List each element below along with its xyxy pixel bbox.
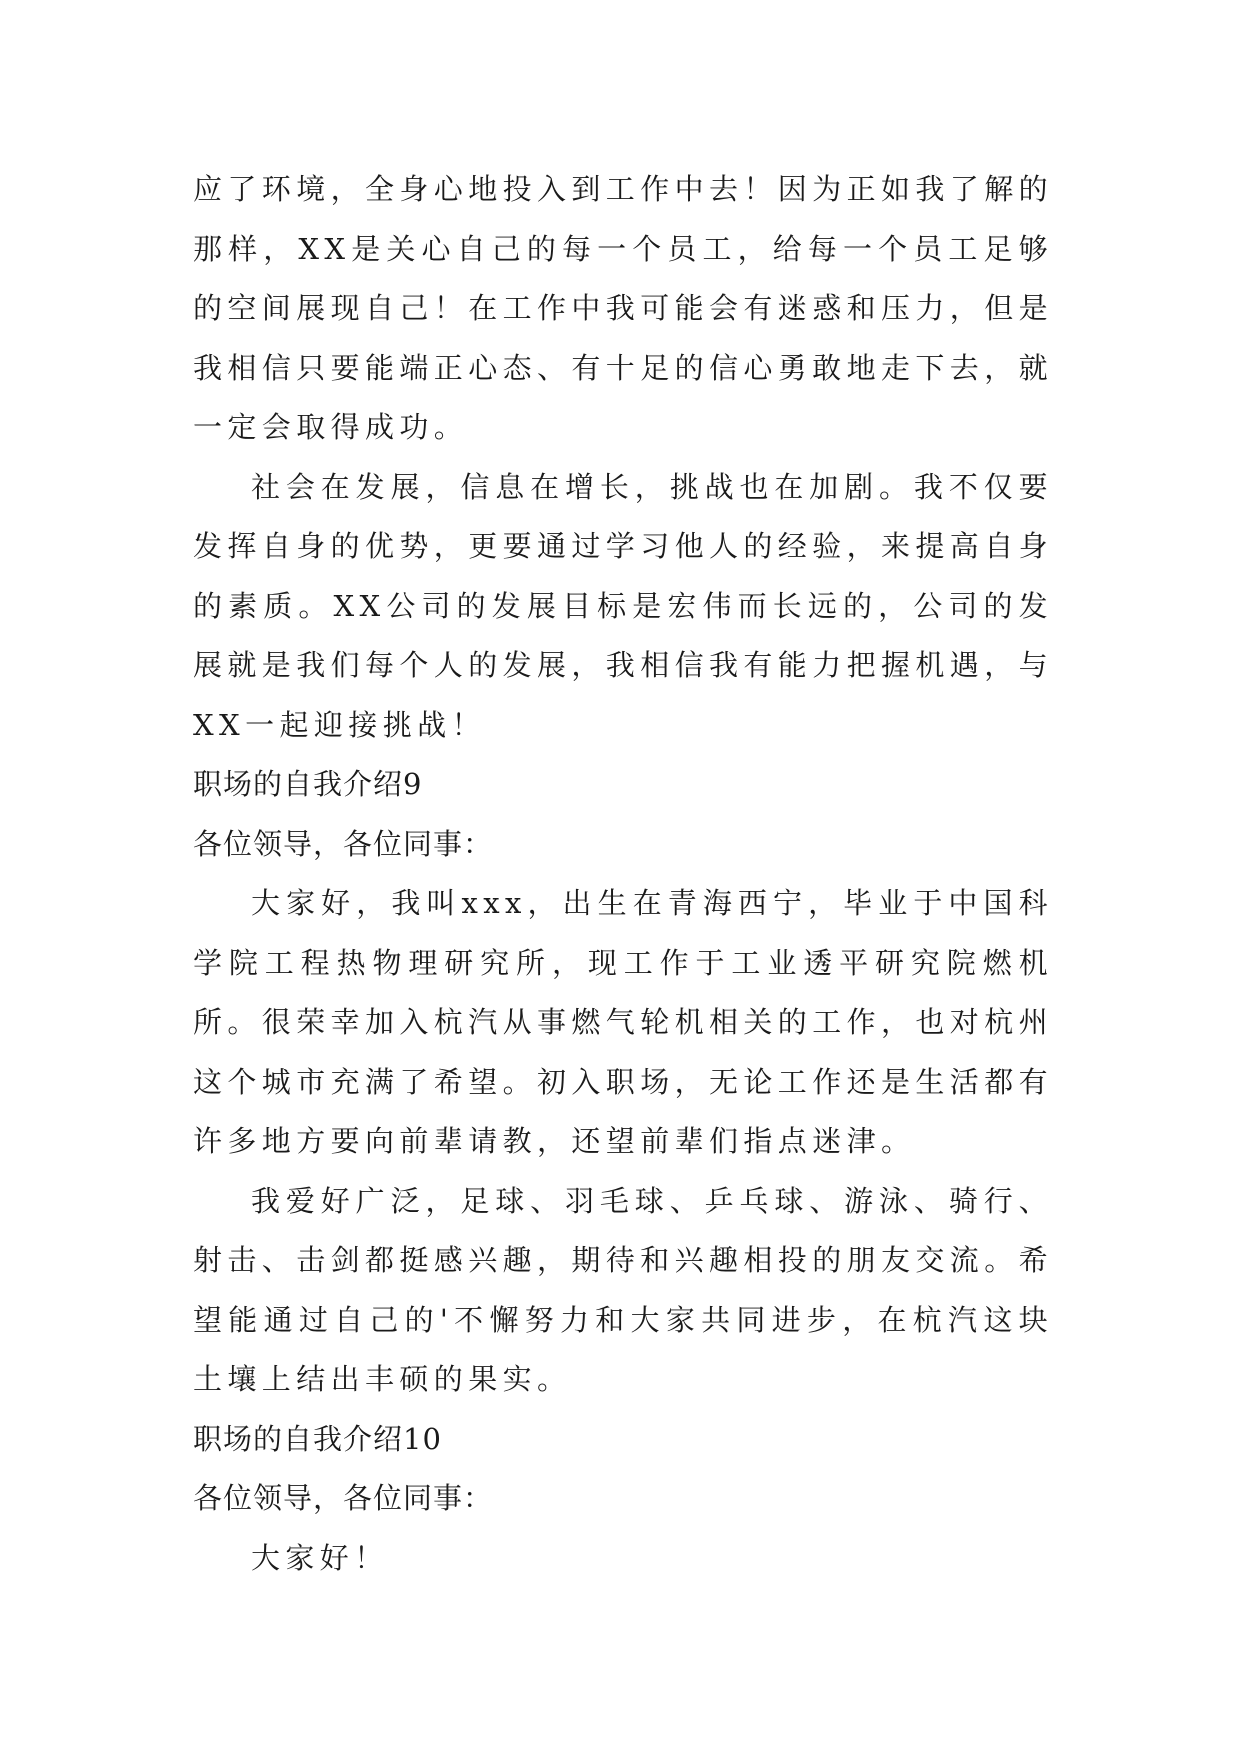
section-heading-10: 职场的自我介绍10 [193, 1421, 442, 1456]
section-heading-9: 职场的自我介绍9 [193, 767, 423, 801]
body-paragraph-1: 应了环境，全身心地投入到工作中去！因为正如我了解的那样，XX是关心自己的每一个员工，给每一个员工足够的空间展现自己！在工作中我可能会有迷惑和压力，但是我相信只要能端正心态、有十足的信心勇敢地走下去，就一定会取得成功。 [193, 172, 1054, 444]
document-page [193, 160, 1053, 1588]
body-paragraph-5: 大家好！ [251, 1540, 389, 1575]
salutation-10: 各位领导，各位同事： [193, 1481, 494, 1515]
salutation-9: 各位领导，各位同事： [193, 826, 494, 861]
body-paragraph-3: 大家好，我叫xxx，出生在青海西宁，毕业于中国科学院工程热物理研究所，现工作于工业透平研究院燃机所。很荣幸加入杭汽从事燃气轮机相关的工作，也对杭州这个城市充满了希望。初入职场，无论工作还是生活都有许多地方要向前辈请教，还望前辈们指点迷津。 [193, 886, 1054, 1158]
body-paragraph-4: 我爱好广泛，足球、羽毛球、乒乓球、游泳、骑行、射击、击剑都挺感兴趣，期待和兴趣相投的朋友交流。希望能通过自己的'不懈努力和大家共同进步，在杭汽这块土壤上结出丰硕的果实。 [193, 1183, 1054, 1396]
body-paragraph-2: 社会在发展，信息在增长，挑战也在加剧。我不仅要发挥自身的优势，更要通过学习他人的经验，来提高自身的素质。XX公司的发展目标是宏伟而长远的，公司的发展就是我们每个人的发展，我相信我有能力把握机遇，与XX一起迎接挑战！ [193, 469, 1054, 742]
